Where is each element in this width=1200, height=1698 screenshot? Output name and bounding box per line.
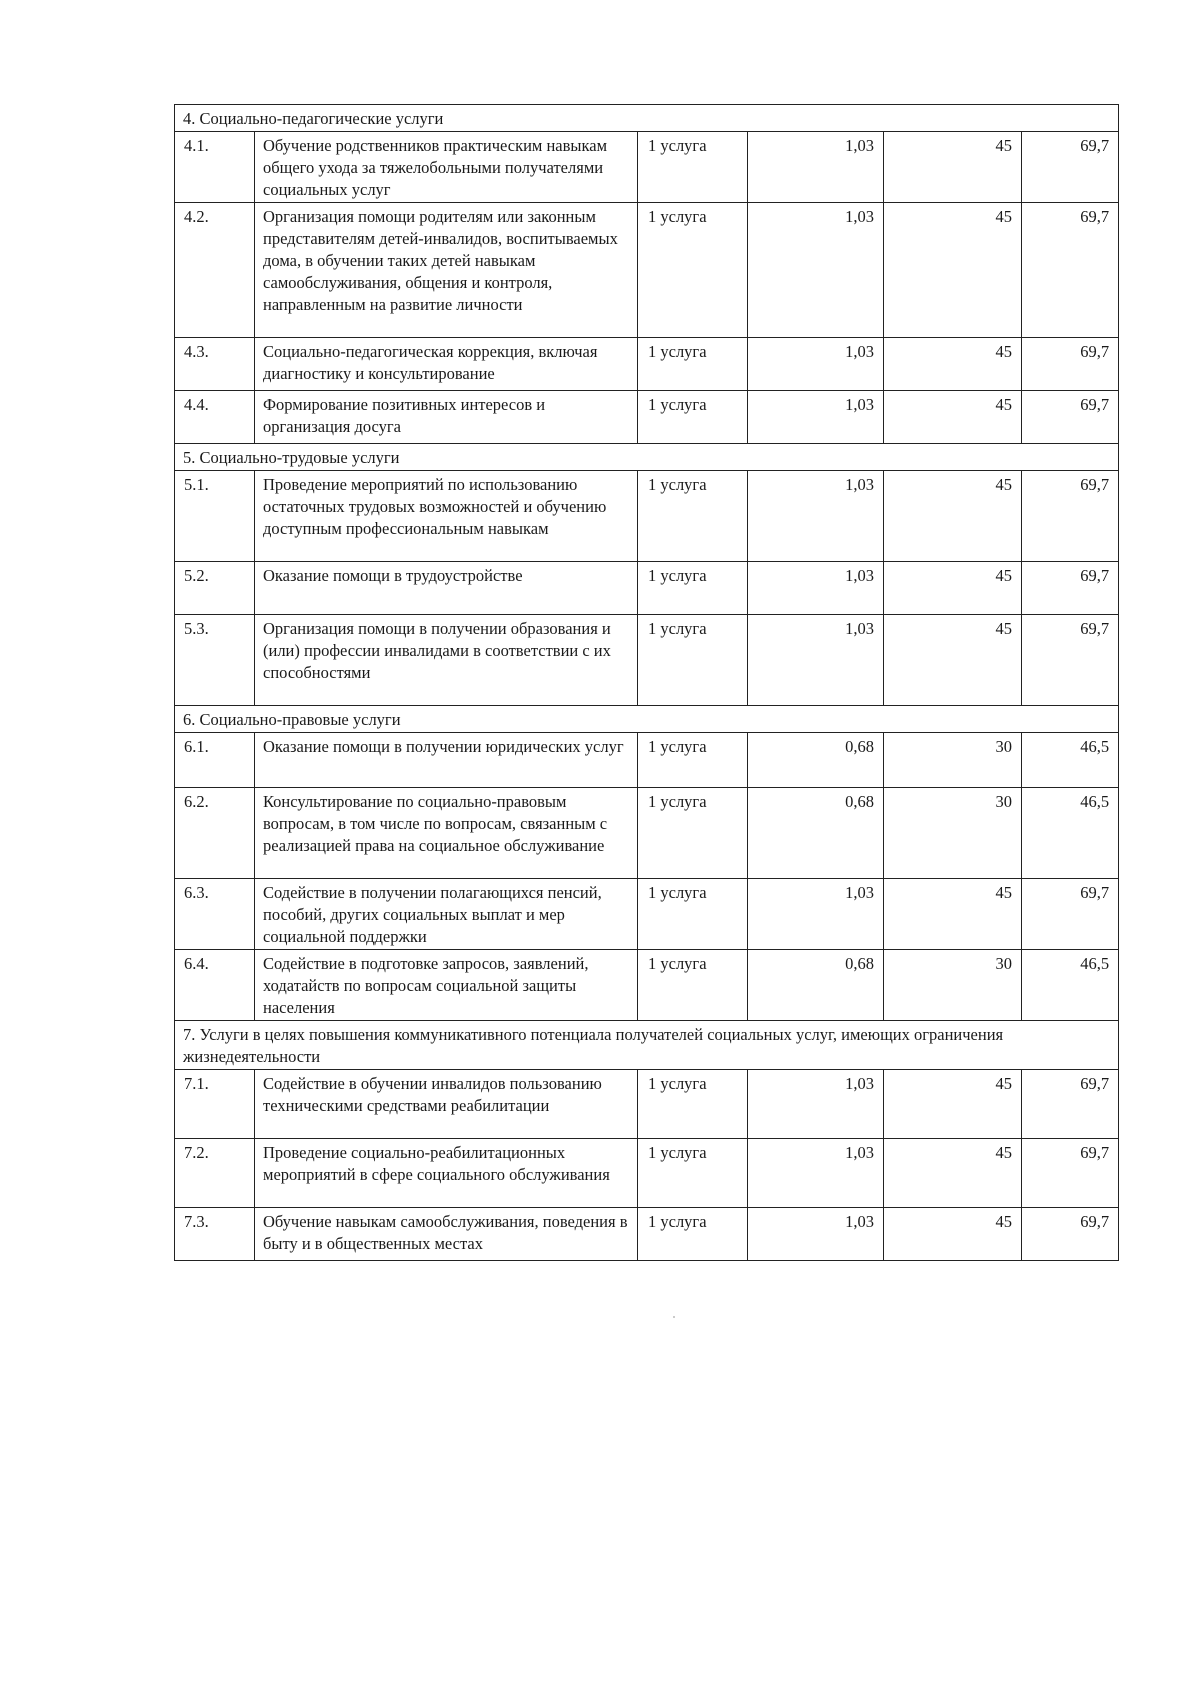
service-unit: 1 услуга (638, 338, 748, 391)
table-row (175, 471, 1119, 562)
service-unit: 1 услуга (638, 950, 748, 1021)
service-unit: 1 услуга (638, 1208, 748, 1261)
services-table (174, 104, 1119, 1261)
value-col-2: 45 (884, 1139, 1022, 1208)
value-col-1: 1,03 (748, 132, 884, 203)
row-number: 6.1. (175, 733, 255, 788)
value-col-3: 69,7 (1022, 391, 1119, 444)
value-col-3: 69,7 (1022, 203, 1119, 338)
row-number: 4.4. (175, 391, 255, 444)
value-col-3: 69,7 (1022, 562, 1119, 615)
value-col-2: 45 (884, 615, 1022, 706)
service-name: Социально-педагогическая коррекция, включая диагностику и консультирование (255, 338, 638, 391)
value-col-2: 45 (884, 562, 1022, 615)
service-name: Обучение навыкам самообслуживания, поведения в быту и в общественных местах (255, 1208, 638, 1261)
row-number: 7.3. (175, 1208, 255, 1261)
value-col-3: 69,7 (1022, 615, 1119, 706)
value-col-2: 30 (884, 950, 1022, 1021)
value-col-3: 69,7 (1022, 132, 1119, 203)
service-name: Оказание помощи в получении юридических услуг (255, 733, 638, 788)
table-row (175, 950, 1119, 1021)
row-number: 7.1. (175, 1070, 255, 1139)
value-col-3: 69,7 (1022, 1208, 1119, 1261)
service-unit: 1 услуга (638, 615, 748, 706)
table-row (175, 733, 1119, 788)
value-col-1: 1,03 (748, 879, 884, 950)
service-name: Формирование позитивных интересов и организация досуга (255, 391, 638, 444)
service-name: Организация помощи родителям или законным представителям детей-инвалидов, воспитываемых дома, в обучении таких детей навыкам самообслуживания, общения и контроля, направленным на развитие личности (255, 203, 638, 338)
value-col-2: 45 (884, 338, 1022, 391)
service-name: Оказание помощи в трудоустройстве (255, 562, 638, 615)
value-col-3: 69,7 (1022, 338, 1119, 391)
value-col-1: 0,68 (748, 733, 884, 788)
value-col-2: 45 (884, 203, 1022, 338)
row-number: 4.3. (175, 338, 255, 391)
row-number: 5.1. (175, 471, 255, 562)
service-name: Организация помощи в получении образования и (или) профессии инвалидами в соответствии с их способностями (255, 615, 638, 706)
section-header-row (175, 706, 1119, 733)
value-col-2: 45 (884, 391, 1022, 444)
value-col-2: 45 (884, 879, 1022, 950)
section-header-row (175, 444, 1119, 471)
table-row (175, 1208, 1119, 1261)
value-col-2: 30 (884, 788, 1022, 879)
value-col-1: 1,03 (748, 1208, 884, 1261)
table-row (175, 562, 1119, 615)
row-number: 6.3. (175, 879, 255, 950)
value-col-2: 45 (884, 471, 1022, 562)
service-unit: 1 услуга (638, 471, 748, 562)
service-name: Содействие в обучении инвалидов пользованию техническими средствами реабилитации (255, 1070, 638, 1139)
row-number: 6.2. (175, 788, 255, 879)
value-col-1: 0,68 (748, 788, 884, 879)
scan-speck (673, 1316, 675, 1318)
table-row (175, 338, 1119, 391)
value-col-1: 1,03 (748, 391, 884, 444)
value-col-1: 1,03 (748, 338, 884, 391)
service-unit: 1 услуга (638, 391, 748, 444)
table-row (175, 391, 1119, 444)
service-unit: 1 услуга (638, 733, 748, 788)
value-col-3: 69,7 (1022, 879, 1119, 950)
service-name: Проведение мероприятий по использованию остаточных трудовых возможностей и обучению доступным профессиональным навыкам (255, 471, 638, 562)
service-name: Обучение родственников практическим навыкам общего ухода за тяжелобольными получателями социальных услуг (255, 132, 638, 203)
value-col-3: 69,7 (1022, 1139, 1119, 1208)
section-title: 4. Социально-педагогические услуги (175, 105, 1119, 132)
services-table-body (175, 105, 1119, 1261)
row-number: 6.4. (175, 950, 255, 1021)
service-unit: 1 услуга (638, 203, 748, 338)
row-number: 5.2. (175, 562, 255, 615)
table-row (175, 788, 1119, 879)
section-title: 6. Социально-правовые услуги (175, 706, 1119, 733)
table-row (175, 1139, 1119, 1208)
row-number: 4.2. (175, 203, 255, 338)
table-row (175, 1070, 1119, 1139)
section-title: 5. Социально-трудовые услуги (175, 444, 1119, 471)
value-col-1: 1,03 (748, 1070, 884, 1139)
service-unit: 1 услуга (638, 788, 748, 879)
value-col-3: 69,7 (1022, 471, 1119, 562)
table-row (175, 203, 1119, 338)
value-col-3: 46,5 (1022, 733, 1119, 788)
value-col-1: 1,03 (748, 1139, 884, 1208)
service-unit: 1 услуга (638, 1139, 748, 1208)
table-row (175, 615, 1119, 706)
value-col-2: 45 (884, 1208, 1022, 1261)
row-number: 5.3. (175, 615, 255, 706)
service-name: Проведение социально-реабилитационных мероприятий в сфере социального обслуживания (255, 1139, 638, 1208)
value-col-1: 1,03 (748, 471, 884, 562)
service-unit: 1 услуга (638, 562, 748, 615)
row-number: 7.2. (175, 1139, 255, 1208)
section-header-row (175, 1021, 1119, 1070)
service-name: Содействие в подготовке запросов, заявлений, ходатайств по вопросам социальной защиты населения (255, 950, 638, 1021)
value-col-2: 45 (884, 1070, 1022, 1139)
service-name: Консультирование по социально-правовым вопросам, в том числе по вопросам, связанным с реализацией права на социальное обслуживание (255, 788, 638, 879)
value-col-1: 0,68 (748, 950, 884, 1021)
value-col-1: 1,03 (748, 615, 884, 706)
table-row (175, 132, 1119, 203)
section-title: 7. Услуги в целях повышения коммуникативного потенциала получателей социальных услуг, имеющих ограничения жизнедеятельности (175, 1021, 1119, 1070)
row-number: 4.1. (175, 132, 255, 203)
value-col-2: 45 (884, 132, 1022, 203)
value-col-3: 69,7 (1022, 1070, 1119, 1139)
value-col-1: 1,03 (748, 203, 884, 338)
value-col-2: 30 (884, 733, 1022, 788)
section-header-row (175, 105, 1119, 132)
value-col-3: 46,5 (1022, 950, 1119, 1021)
service-unit: 1 услуга (638, 132, 748, 203)
service-unit: 1 услуга (638, 1070, 748, 1139)
value-col-1: 1,03 (748, 562, 884, 615)
service-unit: 1 услуга (638, 879, 748, 950)
value-col-3: 46,5 (1022, 788, 1119, 879)
service-name: Содействие в получении полагающихся пенсий, пособий, других социальных выплат и мер социальной поддержки (255, 879, 638, 950)
table-row (175, 879, 1119, 950)
